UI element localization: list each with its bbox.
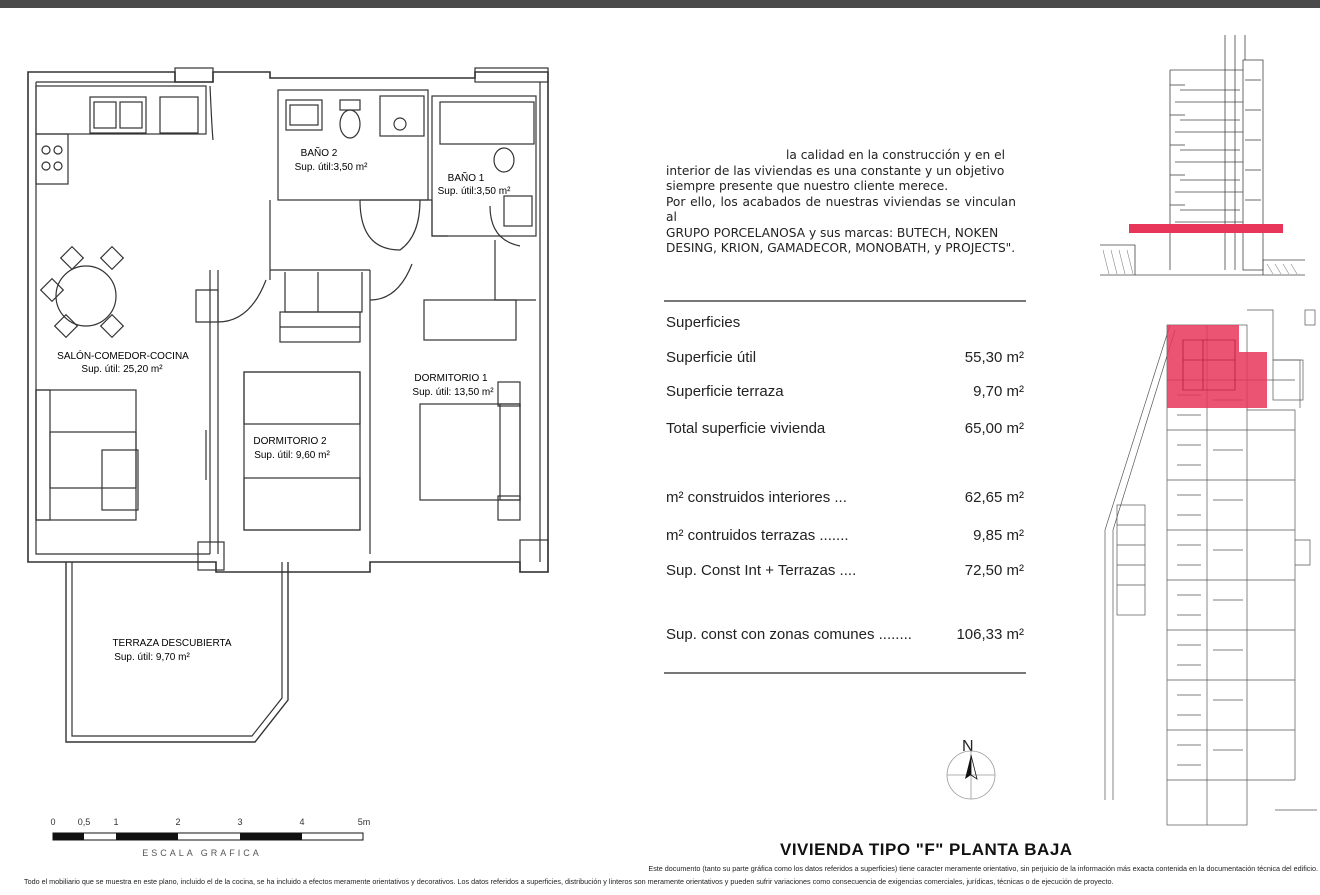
scale-tick: 4 xyxy=(299,817,305,827)
row-label: Sup. Const Int + Terrazas .... xyxy=(666,562,857,579)
row-label: Superficie terraza xyxy=(666,383,784,400)
compass xyxy=(940,733,1002,805)
description xyxy=(666,148,1016,257)
room-name-terraza: TERRAZA DESCUBIERTA xyxy=(112,638,232,649)
row-label: Total superficie vivienda xyxy=(666,420,826,437)
room-area-dormitorio2: Sup. útil: 9,60 m² xyxy=(254,450,330,461)
scale-bar xyxy=(40,815,380,860)
description-line: DESING, KRION, GAMADECOR, MONOBATH, y PROJECTS". xyxy=(666,241,1016,255)
compass-arrow-icon xyxy=(965,755,971,779)
room-name-bano1: BAÑO 1 xyxy=(447,173,485,184)
room-area-bano2: Sup. útil:3,50 m² xyxy=(294,162,368,173)
description-line: la calidad en la construcción y en el xyxy=(786,148,1005,162)
room-name-salon: SALÓN-COMEDOR-COCINA xyxy=(57,351,189,362)
room-area-terraza: Sup. útil: 9,70 m² xyxy=(114,652,190,663)
row-value: 55,30 m² xyxy=(964,349,1024,366)
description-line: siempre presente que nuestro cliente merece. xyxy=(666,179,949,193)
room-name-bano2: BAÑO 2 xyxy=(300,148,338,159)
disclaimer-line-1: Este documento (tanto su parte gráfica como los datos referidos a superficies) tiene caracter meramente orientativo, sin perjuicio de la información más exacta contenida en la documentación técnica del edificio. xyxy=(648,864,1318,873)
description-line: interior de las viviendas es una constante y un objetivo xyxy=(666,163,1005,178)
scale-tick: 2 xyxy=(175,817,181,827)
superficies-title: Superficies xyxy=(666,314,741,331)
scale-tick: 1 xyxy=(113,817,119,827)
description-line: Por ello, los acabados de nuestras viviendas se vinculan al xyxy=(666,194,1016,224)
scale-ticks xyxy=(50,817,370,827)
description-line: GRUPO PORCELANOSA y sus marcas: BUTECH, NOKEN xyxy=(666,225,999,240)
room-name-dormitorio2: DORMITORIO 2 xyxy=(253,436,327,447)
room-area-bano1: Sup. útil:3,50 m² xyxy=(437,186,511,197)
table-rule-top xyxy=(664,300,1026,302)
row-value: 65,00 m² xyxy=(964,420,1024,437)
room-area-salon: Sup. útil: 25,20 m² xyxy=(81,364,163,375)
building-section xyxy=(1095,30,1310,290)
table-rule-bottom xyxy=(664,672,1026,674)
plan-title: VIVIENDA TIPO "F" PLANTA BAJA xyxy=(780,840,1073,859)
row-value: 106,33 m² xyxy=(956,626,1024,643)
compass-north-label: N xyxy=(962,738,974,755)
top-bar xyxy=(0,0,1320,8)
row-value: 9,70 m² xyxy=(973,383,1024,400)
scale-tick: 0 xyxy=(50,817,56,827)
row-value: 9,85 m² xyxy=(973,527,1024,544)
row-label: Sup. const con zonas comunes ........ xyxy=(666,626,912,643)
room-area-dormitorio1: Sup. útil: 13,50 m² xyxy=(412,387,494,398)
site-plan xyxy=(1095,300,1317,830)
row-value: 62,65 m² xyxy=(964,489,1024,506)
row-label: m² contruidos terrazas ....... xyxy=(666,527,849,544)
room-name-dormitorio1: DORMITORIO 1 xyxy=(414,373,488,384)
scale-tick: 3 xyxy=(237,817,243,827)
scale-tick: 5m xyxy=(357,817,371,827)
row-value: 72,50 m² xyxy=(964,562,1024,579)
scale-tick: 0,5 xyxy=(77,817,91,827)
floor-plan xyxy=(0,60,560,760)
scale-label: ESCALA GRAFICA xyxy=(142,848,262,858)
row-label: m² construidos interiores ... xyxy=(666,489,847,506)
disclaimer-line-2: Todo el mobiliario que se muestra en este plano, incluido el de la cocina, se ha incluido a efectos meramente orientativos y decorativos. Los datos referidos a superficies, distribución y linteros son meramente orientativos y pueden sufrir variaciones como consecuencia de exigencias comerciales, jurídicas, técnicas o de ejecución de proyecto. xyxy=(24,877,1114,886)
row-label: Superficie útil xyxy=(666,349,757,366)
